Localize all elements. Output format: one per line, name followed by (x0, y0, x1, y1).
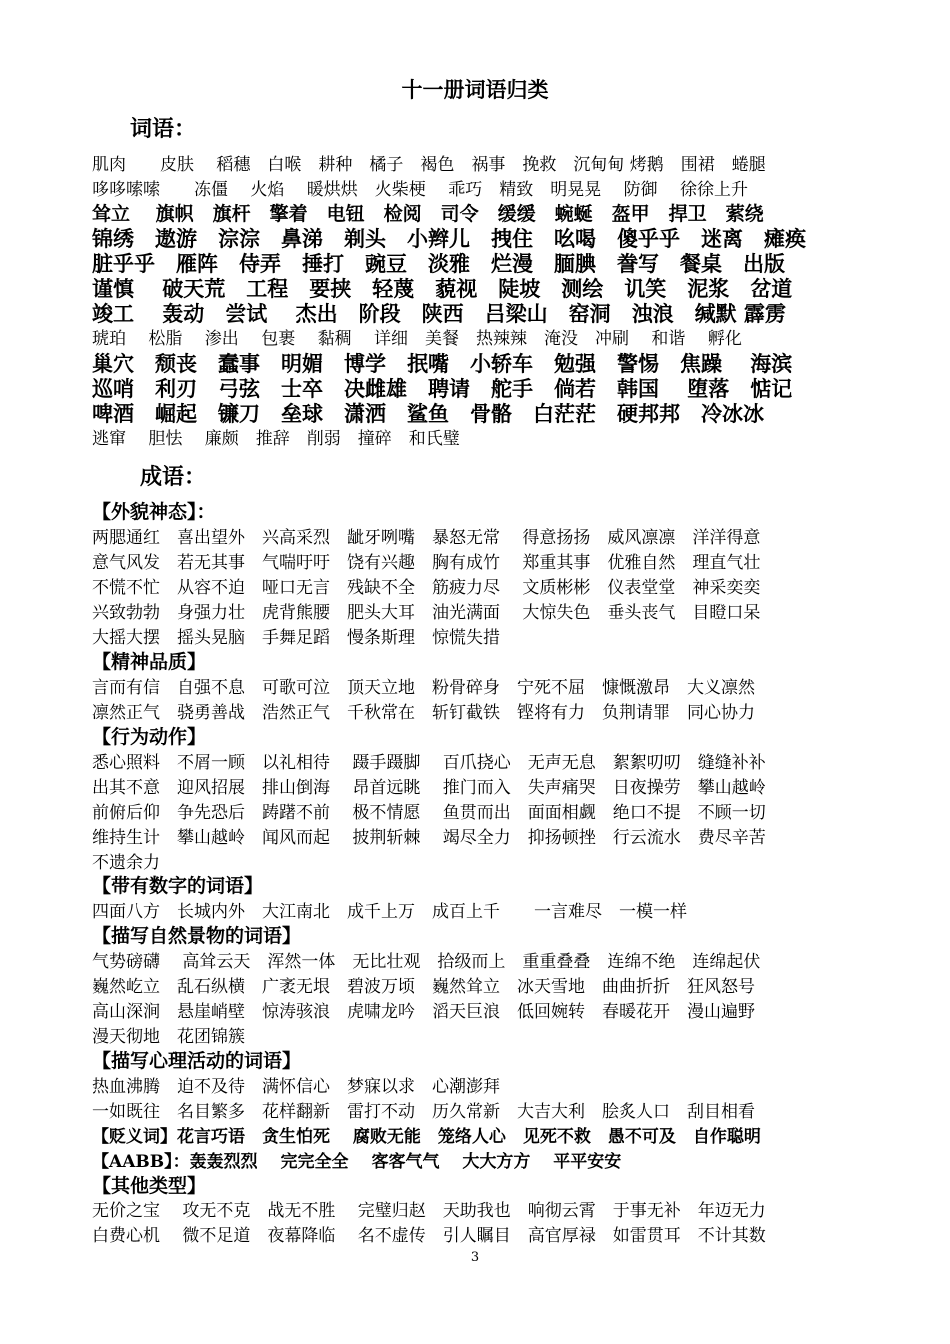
category-heading: 【描写自然景物的词语】 (92, 925, 302, 947)
idiom-line: 不遗余力 (92, 853, 160, 873)
idiom-line: 白费心机 微不足道 夜幕降临 名不虚传 引人瞩目 高官厚禄 如雷贯耳 不计其数 (92, 1226, 766, 1246)
idiom-line: 前俯后仰 争先恐后 踌躇不前 极不情愿 鱼贯而出 面面相觑 绝口不提 不顾一切 (92, 803, 766, 823)
category-heading: 【其他类型】 (92, 1175, 207, 1197)
idiom-line: 维持生计 攀山越岭 闻风而起 披荆斩棘 竭尽全力 抑扬顿挫 行云流水 费尽辛苦 (92, 828, 766, 848)
idiom-line: 意气风发 若无其事 气喘吁吁 饶有兴趣 胸有成竹 郑重其事 优雅自然 理直气壮 (92, 553, 761, 573)
word-line: 脏乎乎 雁阵 侍弄 捶打 豌豆 淡雅 烂漫 腼腆 誊写 餐桌 出版 (92, 252, 785, 276)
word-line: 耸立 旗帜 旗杆 擎着 电钮 检阅 司令 缓缓 蜿蜒 盔甲 捍卫 萦绕 (92, 203, 764, 225)
idiom-line: 漫天彻地 花团锦簇 (92, 1027, 245, 1047)
category-heading: 【精神品质】 (92, 651, 207, 673)
word-line: 琥珀 松脂 渗出 包裹 黏稠 详细 美餐 热辣辣 淹没 冲刷 和谐 孵化 (92, 329, 742, 349)
idiom-line: 巍然屹立 乱石纵横 广袤无垠 碧波万顷 巍然耸立 冰天雪地 曲曲折折 狂风怒号 (92, 977, 755, 997)
idiom-line: 两腮通红 喜出望外 兴高采烈 龇牙咧嘴 暴怒无常 得意扬扬 威风凛凛 洋洋得意 (92, 528, 761, 548)
words-heading: 词语： (130, 117, 197, 142)
category-heading: 【行为动作】 (92, 726, 207, 748)
word-line: 逃窜 胆怯 廉颇 推辞 削弱 撞碎 和氏璧 (92, 429, 460, 449)
idiom-line: 言而有信 自强不息 可歌可泣 顶天立地 粉骨碎身 宁死不屈 慷慨激昂 大义凛然 (92, 678, 755, 698)
word-line: 啤酒 崛起 镰刀 垒球 潇洒 鲨鱼 骨骼 白茫茫 硬邦邦 冷冰冰 (92, 402, 764, 426)
idiom-line: 兴致勃勃 身强力壮 虎背熊腰 肥头大耳 油光满面 大惊失色 垂头丧气 目瞪口呆 (92, 603, 761, 623)
idiom-line: 大摇大摆 摇头晃脑 手舞足蹈 慢条斯理 惊慌失措 (92, 628, 500, 648)
category-heading: 【外貌神态】： (92, 501, 216, 523)
category-heading: 【带有数字的词语】 (92, 875, 264, 897)
idiom-line: 气势磅礴 高耸云天 浑然一体 无比壮观 拾级而上 重重叠叠 连绵不绝 连绵起伏 (92, 952, 761, 972)
word-line: 巢穴 颓丧 蠢事 明媚 博学 抿嘴 小轿车 勉强 警惕 焦躁 海滨 (92, 352, 793, 376)
aabb-line: 【AABB】：轰轰烈烈 完完全全 客客气气 大大方方 平平安安 (92, 1152, 622, 1172)
derogatory-line: 【贬义词】花言巧语 贪生怕死 腐败无能 笼络人心 见死不救 愚不可及 自作聪明 (92, 1127, 761, 1147)
idiom-line: 出其不意 迎风招展 排山倒海 昂首远眺 推门而入 失声痛哭 日夜操劳 攀山越岭 (92, 778, 766, 798)
idiom-line: 不慌不忙 从容不迫 哑口无言 残缺不全 筋疲力尽 文质彬彬 仪表堂堂 神采奕奕 (92, 578, 761, 598)
category-heading: 【描写心理活动的词语】 (92, 1050, 302, 1072)
word-line: 肌肉 皮肤 稻穗 白喉 耕种 橘子 褐色 祸事 挽救 沉甸甸 烤鹅 围裙 蜷腿 (92, 155, 766, 175)
idiom-line: 悉心照料 不屑一顾 以礼相待 蹑手蹑脚 百爪挠心 无声无息 絮絮叨叨 缝缝补补 (92, 753, 766, 773)
word-line: 竣工 轰动 尝试 杰出 阶段 陕西 吕梁山 窑洞 浊浪 缄默 霹雳 (92, 302, 786, 326)
idiom-line: 凛然正气 骁勇善战 浩然正气 千秋常在 斩钉截铁 铿将有力 负荆请罪 同心协力 (92, 703, 755, 723)
idiom-line: 高山深涧 悬崖峭壁 惊涛骇浪 虎啸龙吟 滔天巨浪 低回婉转 春暖花开 漫山遍野 (92, 1002, 755, 1022)
idiom-line: 无价之宝 攻无不克 战无不胜 完璧归赵 天助我也 响彻云霄 于事无补 年迈无力 (92, 1201, 766, 1221)
word-line: 谨慎 破天荒 工程 要挟 轻蔑 藐视 陡坡 测绘 讥笑 泥浆 岔道 (92, 277, 793, 301)
idiom-line: 一如既往 名目繁多 花样翻新 雷打不动 历久常新 大吉大利 脍炙人口 刮目相看 (92, 1102, 755, 1122)
page-title: 十一册词语归类 (401, 78, 549, 102)
word-line: 锦绣 遨游 淙淙 鼻涕 剃头 小辫儿 拽住 吆喝 傻乎乎 迷离 瘫痪 (92, 227, 806, 251)
idiom-line: 热血沸腾 迫不及待 满怀信心 梦寐以求 心潮澎拜 (92, 1077, 500, 1097)
word-line: 巡哨 利刃 弓弦 士卒 决雌雄 聘请 舵手 倘若 韩国 堕落 惦记 (92, 377, 793, 401)
word-line: 哆哆嗦嗦 冻僵 火焰 暖烘烘 火柴梗 乖巧 精致 明晃晃 防御 徐徐上升 (92, 180, 749, 200)
idiom-line: 四面八方 长城内外 大江南北 成千上万 成百上千 一言难尽 一模一样 (92, 902, 687, 922)
page-number: 3 (470, 1250, 480, 1265)
idioms-heading: 成语： (140, 465, 207, 490)
